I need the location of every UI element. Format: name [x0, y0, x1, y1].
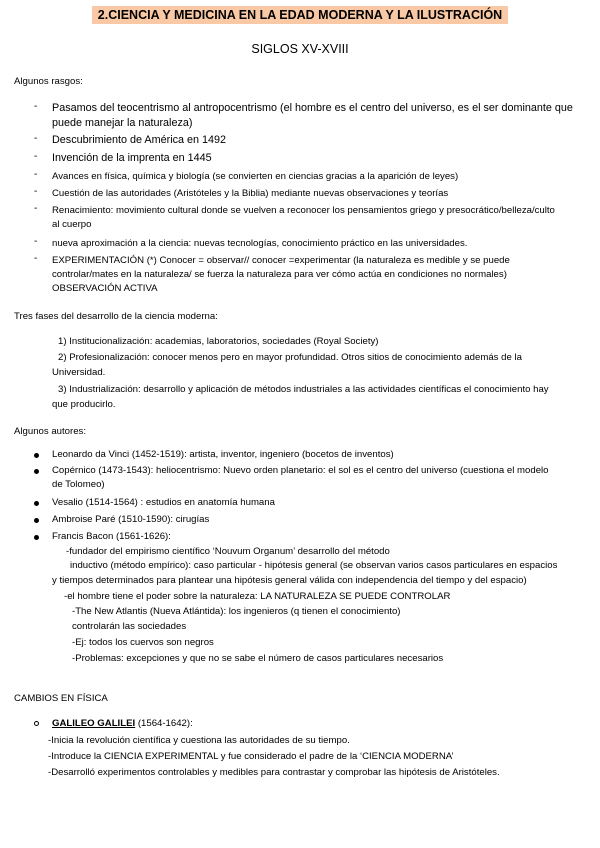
bacon-line: -Ej: todos los cuervos son negros [72, 637, 214, 648]
rasgo-line: al cuerpo [52, 219, 92, 230]
autores-heading: Algunos autores: [14, 426, 86, 437]
title-block [0, 6, 600, 24]
autor-line: Ambroise Paré (1510-1590): cirugías [52, 514, 210, 525]
bacon-line: -The New Atlantis (Nueva Atlántida): los ingenieros (q tienen el conocimiento) [72, 606, 401, 617]
bacon-line: -Problemas: excepciones y que no se sabe el número de casos particulares necesarios [72, 653, 444, 664]
rasgo-line: Descubrimiento de América en 1492 [52, 134, 227, 146]
bacon-line: inductivo (método empírico): caso particular - hipótesis general (se observan varios casos particulares en espacios [70, 560, 558, 571]
rasgo-line: Invención de la imprenta en 1445 [52, 152, 212, 164]
autor-line: Leonardo da Vinci (1452-1519): artista, inventor, ingeniero (bocetos de inventos) [52, 449, 394, 460]
galileo-dates: (1564-1642): [135, 718, 193, 729]
dash-bullet: - [34, 101, 38, 112]
rasgo-line: Cuestión de las autoridades (Aristóteles y la Biblia) mediante nuevas observaciones y teorías [52, 188, 449, 199]
dash-bullet: - [34, 169, 38, 180]
bullet-dot [34, 535, 39, 540]
rasgo-line: Pasamos del teocentrismo al antropocentrismo (el hombre es el centro del universo, es el ser dominante que [52, 102, 573, 114]
bullet-dot [34, 518, 39, 523]
galileo-name: GALILEO GALILEI [52, 718, 136, 729]
galileo-detail: -Introduce la CIENCIA EXPERIMENTAL y fue considerado el padre de la ‘CIENCIA MODERNA’ [48, 751, 454, 762]
bacon-line: -el hombre tiene el poder sobre la naturaleza: LA NATURALEZA SE PUEDE CONTROLAR [64, 591, 451, 602]
fases-heading: Tres fases del desarrollo de la ciencia moderna: [14, 311, 218, 322]
rasgo-line: OBSERVACIÓN ACTIVA [52, 283, 158, 294]
rasgo-line: Renacimiento: movimiento cultural donde se vuelven a reconocer los pensamientos griego y presocrático/belleza/culto [52, 205, 555, 216]
rasgo-line: EXPERIMENTACIÓN (*) Conocer = observar// conocer =experimentar (la naturaleza es medible y se puede [52, 255, 510, 266]
dash-bullet: - [34, 151, 38, 162]
dash-bullet: - [34, 203, 38, 214]
fase-line: 2) Profesionalización: conocer menos pero en mayor profundidad. Otros sitios de conocimiento además de la [58, 352, 522, 363]
dash-bullet: - [34, 186, 38, 197]
fase-line: 3) Industrialización: desarrollo y aplicación de métodos industriales a las actividades científicas el conocimiento hay [58, 384, 549, 395]
galileo-detail: -Desarrolló experimentos controlables y medibles para contrastar y comprobar las hipótesis de Aristóteles. [48, 767, 500, 778]
fase-line: 1) Institucionalización: academias, laboratorios, sociedades (Royal Society) [58, 336, 379, 347]
bullet-dot [34, 453, 39, 458]
dash-bullet: - [34, 133, 38, 144]
dash-bullet: - [34, 253, 38, 264]
bullet-dot [34, 469, 39, 474]
autor-line: Francis Bacon (1561-1626): [52, 531, 171, 542]
bacon-line: y tiempos determinados para plantear una hipótesis general válida con independencia del tiempo y del espacio) [52, 575, 527, 586]
bullet-dot [34, 501, 39, 506]
dash-bullet: - [34, 236, 38, 247]
galileo-line [52, 717, 193, 730]
galileo-detail: -Inicia la revolución científica y cuestiona las autoridades de su tiempo. [48, 735, 350, 746]
fase-line: Universidad. [52, 367, 106, 378]
rasgos-heading: Algunos rasgos: [14, 76, 83, 87]
rasgo-line: nueva aproximación a la ciencia: nuevas tecnologías, conocimiento práctico en las universidades. [52, 238, 468, 249]
fase-line: que producirlo. [52, 399, 116, 410]
autor-line: Vesalio (1514-1564) : estudios en anatomía humana [52, 497, 275, 508]
bacon-line: -fundador del empirismo científico ‘Nouvum Organum’ desarrollo del método [66, 546, 390, 557]
autor-line: de Tolomeo) [52, 479, 105, 490]
rasgo-line: puede manejar la naturaleza) [52, 117, 193, 129]
bullet-circle [34, 721, 39, 726]
rasgo-line: controlar/mates en la naturaleza/ se fuerza la naturaleza para ver cómo actúa en condiciones no normales) [52, 269, 507, 280]
document-subtitle: SIGLOS XV-XVIII [251, 42, 349, 56]
rasgo-line: Avances en física, química y biología (se convierten en ciencias gracias a la aparición de leyes) [52, 171, 459, 182]
autor-line: Copérnico (1473-1543): heliocentrismo: Nuevo orden planetario: el sol es el centro del universo (cuestiona el modelo [52, 465, 549, 476]
fisica-heading: CAMBIOS EN FÍSICA [14, 693, 108, 704]
bacon-line: controlarán las sociedades [72, 621, 187, 632]
document-title: 2.CIENCIA Y MEDICINA EN LA EDAD MODERNA Y LA ILUSTRACIÓN [92, 6, 508, 24]
